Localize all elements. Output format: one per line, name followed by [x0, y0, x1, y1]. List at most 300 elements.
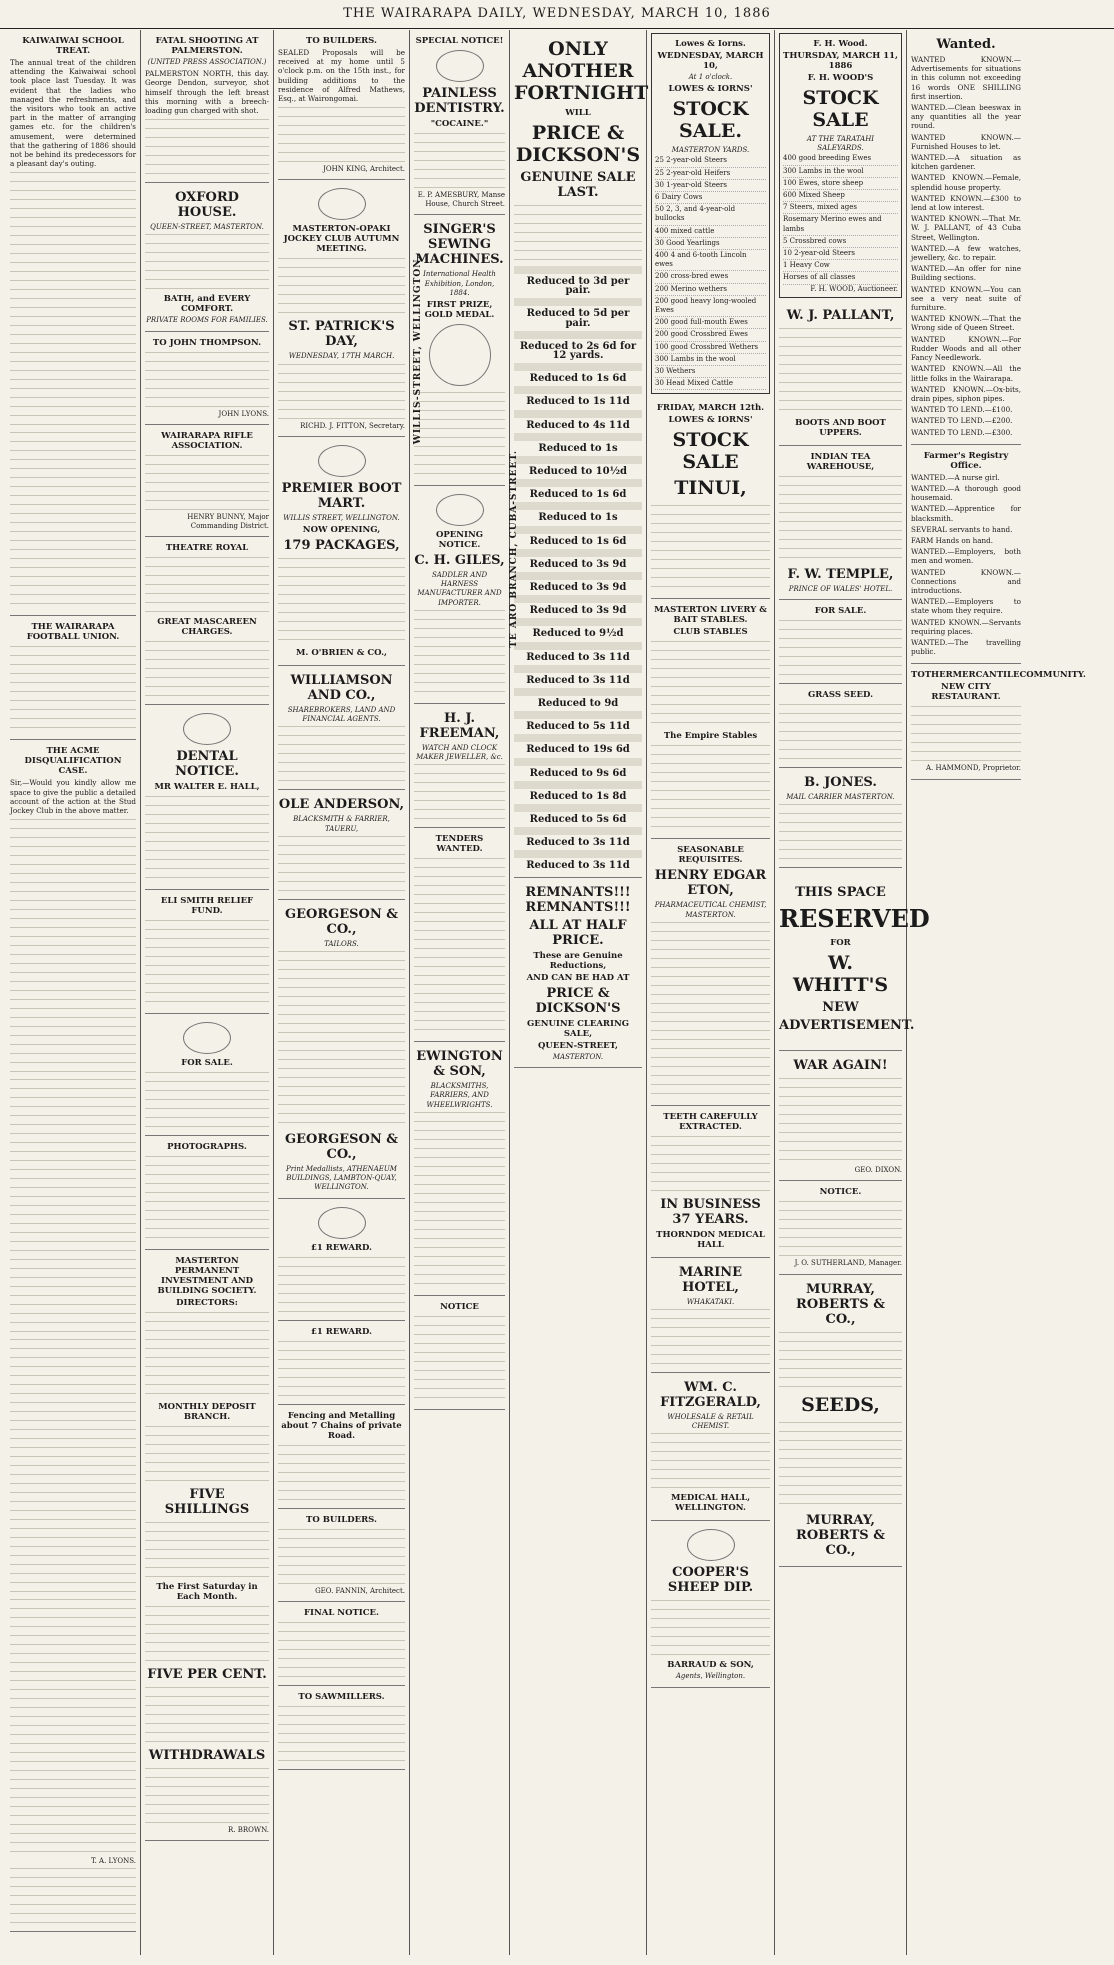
ad-heading: GRASS SEED.: [807, 690, 874, 701]
tooth-engraving-icon: [183, 713, 231, 745]
sheep-engraving-icon: [687, 1529, 735, 1561]
ad-giles-saddler: [414, 486, 505, 704]
ad-for-sale-rams: [145, 1014, 269, 1136]
ad-subtitle: WEDNESDAY, 17TH MARCH.: [288, 352, 395, 361]
ad-heading: The First Saturday in Each Month.: [156, 1582, 258, 1603]
item-description-line: [514, 781, 642, 789]
article-fatal-shooting: [145, 30, 269, 183]
article-text: Sir,—Would you kindly allow me space to give the public a detailed account of the action at the Stud Jockey Club in the above matter.: [10, 778, 136, 816]
ad-heading: ELI SMITH RELIEF FUND.: [160, 896, 254, 917]
ad-title: FIVE PER CENT.: [147, 1667, 267, 1683]
ad-jones-mail: [779, 768, 902, 868]
ad-livery-stables: [651, 599, 770, 839]
ad-heading: "COCAINE.": [430, 119, 489, 129]
ad-subtitle: WATCH AND CLOCK MAKER JEWELLER, &c.: [416, 743, 503, 762]
wanted-item: WANTED KNOWN.—Ox-bits, drain pipes, siphon pipes.: [911, 384, 1021, 403]
stock-item: 400 4 and 6-tooth Lincoln ewes: [655, 250, 766, 271]
ad-body-lines: [145, 350, 269, 410]
horse-engraving-icon: [318, 1207, 366, 1239]
ad-body-lines: [145, 1685, 269, 1745]
ad-heading: INDIAN TEA WAREHOUSE,: [806, 451, 875, 472]
ad-body-lines: [514, 203, 642, 263]
registry-item: WANTED.—Employers, both men and women.: [911, 547, 1021, 566]
boot-engraving-icon: [318, 445, 366, 477]
ad-title: WM. C. FITZGERALD,: [660, 1380, 761, 1411]
item-description-line: [514, 502, 642, 510]
ad-title: IN BUSINESS 37 YEARS.: [660, 1196, 761, 1227]
ad-notice-manager: [779, 1181, 902, 1274]
stock-item: 100 good Crossbred Wethers: [655, 342, 766, 354]
ad-heading: FOR SALE.: [814, 606, 867, 617]
stock-item: 300 Lambs in the wool: [783, 166, 898, 178]
stock-item: 1 Heavy Cow: [783, 260, 898, 272]
stock-item: 6 Dairy Cows: [655, 192, 766, 204]
wanted-item: WANTED KNOWN.—That Mr. W. J. PALLANT, of 43 Cuba Street, Wellington.: [911, 214, 1021, 242]
ad-subtitle: SHAREBROKERS, LAND AND FINANCIAL AGENTS.: [287, 706, 396, 724]
article-body-lines: [10, 1866, 136, 1926]
ad-eton-chemist: [651, 839, 770, 1105]
column-5: [510, 30, 647, 1955]
ad-theatre-royal: [145, 537, 269, 705]
ad-subtitle: QUEEN-STREET, MASTERTON.: [150, 223, 264, 232]
wanted-item: WANTED KNOWN.—Advertisements for situations in this column not exceeding 16 words ONE SHILLING first insertion.: [911, 55, 1021, 101]
ad-heading: F. H. Wood.: [813, 39, 868, 49]
ad-heading: FOR: [830, 938, 851, 949]
ad-body-lines: [145, 1604, 269, 1664]
item-description-line: [514, 331, 642, 339]
wanted-item: WANTED KNOWN.—Furnished Houses to let.: [911, 132, 1021, 151]
ad-title: GEORGESON & CO.,: [284, 906, 398, 937]
stock-item: 200 good Crossbred Ewes: [655, 329, 766, 341]
ad-body-lines: [145, 232, 269, 292]
ad-heading: F. H. WOOD'S: [807, 73, 874, 83]
article-text: The annual treat of the children attending the Kaiwaiwai school took place last Tuesday. It was evident that the ladies who managed the refreshments, and the visitors who took an active part in the matter of arranging games etc. for the children's amusement, were determined that the gathering of 1886 should not be behind its predecessors for a pleasant day's outing.: [10, 58, 136, 169]
ad-body-lines: [278, 1443, 405, 1503]
ad-title: STOCK SALE.: [672, 98, 749, 143]
ad-title: NEW: [822, 1000, 859, 1016]
reduced-price: Reduced to 5s 6d: [529, 814, 627, 826]
item-description-line: [514, 827, 642, 835]
ad-body-lines: [414, 762, 505, 822]
article-text: PALMERSTON NORTH, this day. George Dendon, surveyor, shot himself through the left breast this morning with a breech-loading gun charged with shot.: [145, 69, 269, 116]
stock-item: 50 2, 3, and 4-year-old bullocks: [655, 204, 766, 225]
reduced-price: Reduced to 4s 11d: [526, 419, 630, 431]
ad-title: STOCK SALE: [802, 87, 879, 131]
ad-title: RESERVED: [779, 904, 930, 934]
ad-ewington: [414, 1042, 505, 1296]
column-3: [274, 30, 410, 1955]
item-description-line: [514, 572, 642, 580]
ad-title: ONLY ANOTHER FORTNIGHT: [514, 38, 649, 104]
ad-subtitle: MASTERTON YARDS.: [671, 146, 750, 155]
ad-wood-stock-sale: [779, 33, 902, 298]
ad-subtitle: WHAKATAKI.: [686, 1297, 735, 1306]
ad-title: PREMIER BOOT MART.: [281, 480, 402, 511]
ad-title: 179 PACKAGES,: [283, 538, 400, 554]
stock-list: [655, 155, 766, 390]
ad-signature: GEO. DIXON.: [854, 1166, 902, 1175]
horse-engraving-icon: [318, 188, 366, 220]
ad-heading: FINAL NOTICE.: [304, 1607, 379, 1618]
stock-item: 400 good breeding Ewes: [783, 153, 898, 165]
ad-signature: E. P. AMESBURY, Manse House, Church Street.: [417, 191, 505, 209]
ad-fencing-tender: [278, 1405, 405, 1509]
reduced-price: Reduced to 5d per pair.: [526, 308, 630, 329]
vertical-caption: WILLIS-STREET, WELLINGTON.: [413, 255, 423, 445]
ad-body-lines: [911, 704, 1021, 764]
ad-body-lines: [651, 1134, 770, 1194]
ad-heading: THURSDAY, MARCH 11, 1886: [783, 51, 899, 71]
reduced-price: Reduced to 9½d: [532, 628, 624, 640]
ad-title: ADVERTISEMENT.: [779, 1018, 915, 1034]
ad-title: W. WHITT'S: [792, 952, 889, 997]
ad-title: THIS SPACE: [795, 885, 886, 901]
article-school-treat: [10, 30, 136, 616]
ad-heading: The Empire Stables: [663, 731, 758, 742]
ad-title: ST. PATRICK'S DAY,: [288, 319, 395, 350]
stock-item: 300 Lambs in the wool: [655, 354, 766, 366]
registry-section: [911, 445, 1021, 665]
ad-signature: J. O. SUTHERLAND, Manager.: [794, 1259, 902, 1268]
ad-heading: TO JOHN THOMPSON.: [152, 337, 262, 348]
ad-body-lines: [779, 1330, 902, 1390]
column-4: [410, 30, 510, 1955]
ad-signature: JOHN KING, Architect.: [323, 165, 405, 174]
ad-body-lines: [651, 1307, 770, 1367]
item-description-line: [514, 804, 642, 812]
ad-heading: MASTERTON-OPAKI JOCKEY CLUB AUTUMN MEETING.: [283, 224, 400, 255]
ad-georgeson-tailors: [278, 900, 405, 1199]
ad-title: EWINGTON & SON,: [416, 1049, 503, 1080]
ad-title: MURRAY, ROBERTS & CO.,: [796, 1512, 885, 1558]
item-description-line: [514, 433, 642, 441]
stock-item: 400 mixed cattle: [655, 226, 766, 238]
article-heading: THE ACME DISQUALIFICATION CASE.: [24, 746, 122, 777]
article-acme-case: [10, 740, 136, 1932]
section-heading: Farmer's Registry Office.: [923, 450, 1009, 471]
ad-to-builders-2: [278, 1509, 405, 1602]
ad-title: GEORGESON & CO.,: [284, 1132, 398, 1163]
wanted-item: WANTED.—Clean beeswax in any quantities all the year round.: [911, 103, 1021, 131]
stock-list: [783, 153, 898, 284]
item-description-line: [514, 410, 642, 418]
ad-title: OLE ANDERSON,: [278, 797, 405, 813]
ad-body-lines: [779, 474, 902, 564]
registry-item: WANTED KNOWN.—Servants requiring places.: [911, 617, 1021, 636]
ad-heading: SPECIAL NOTICE!: [415, 36, 504, 46]
ad-heading: £1 REWARD.: [310, 1242, 373, 1253]
article-subheading: (UNITED PRESS ASSOCIATION.): [147, 58, 267, 66]
ad-heading: DIRECTORS:: [176, 1298, 238, 1309]
ad-title: SEEDS,: [801, 1393, 880, 1416]
ad-body-lines: [414, 856, 505, 1036]
reduced-price: Reduced to 3s 11d: [526, 651, 630, 663]
ad-reward-1: [278, 1199, 405, 1321]
ad-signature: R. BROWN.: [228, 1826, 269, 1835]
ad-title: OXFORD HOUSE.: [175, 190, 239, 221]
ad-subtitle: MASTERTON.: [552, 1052, 604, 1061]
ad-reward-2: [278, 1321, 405, 1405]
registry-item: SEVERAL servants to hand.: [911, 524, 1013, 534]
ad-oxford-house: [145, 183, 269, 331]
item-description-line: [514, 850, 642, 858]
ad-body-lines: [145, 1310, 269, 1400]
ad-body-lines: [779, 1420, 902, 1510]
ad-body-lines: [278, 1339, 405, 1399]
ad-heading: TO BUILDERS.: [306, 36, 377, 46]
saddle-engraving-icon: [436, 494, 484, 526]
ad-heading: GREAT MASCAREEN CHARGES.: [157, 617, 257, 638]
article-heading: THE WAIRARAPA FOOTBALL UNION.: [26, 622, 120, 643]
ad-heading: GENUINE CLEARING SALE,: [527, 1018, 629, 1039]
stock-item: 5 Crossbred cows: [783, 236, 898, 248]
ad-heading: OPENING NOTICE.: [435, 530, 484, 551]
ad-title: PAINLESS DENTISTRY.: [414, 86, 505, 116]
ad-fitzgerald-chemist: [651, 1373, 770, 1521]
stock-item: 30 Head Mixed Cattle: [655, 378, 766, 390]
article-football-union: [10, 616, 136, 740]
item-description-line: [514, 386, 642, 394]
reduced-price: Reduced to 3s 11d: [526, 860, 630, 872]
wanted-item: WANTED.—A situation as kitchen gardener.: [911, 153, 1021, 172]
ad-signature: RICHD. J. FITTON, Secretary.: [300, 421, 405, 430]
ad-title: TINUI,: [674, 477, 747, 500]
ad-heading: BOOTS AND BOOT UPPERS.: [795, 417, 886, 438]
reduced-price: Reduced to 3s 9d: [529, 558, 627, 570]
ad-body-lines: [145, 1424, 269, 1484]
wanted-item: WANTED KNOWN.—That the Wrong side of Queen Street.: [911, 314, 1021, 333]
article-body-lines: [10, 170, 136, 430]
ad-body-lines: [278, 834, 405, 894]
ad-body-lines: [278, 1620, 405, 1680]
vertical-caption: TE ARO BRANCH, CUBA-STREET.: [509, 450, 519, 648]
ad-heading: Lowes & Iorns.: [675, 39, 746, 49]
ad-title: PRICE & DICKSON'S: [515, 122, 641, 166]
ad-subtitle: TAILORS.: [324, 939, 359, 948]
ad-subtitle: International Health Exhibition, London, 1884.: [423, 270, 496, 297]
ad-heading: LOWES & IORNS': [668, 84, 753, 95]
registry-item: WANTED.—A thorough good housemaid.: [911, 483, 1021, 503]
ad-body-lines: [779, 1199, 902, 1259]
stock-item: 200 good heavy long-wooled Ewes: [655, 296, 766, 317]
wanted-item: WANTED KNOWN.—You can see a very neat suite of furniture.: [911, 284, 1021, 313]
item-description-line: [514, 618, 642, 626]
ad-body-lines: [145, 918, 269, 1008]
item-description-line: [514, 549, 642, 557]
ad-subtitle: WHOLESALE & RETAIL CHEMIST.: [667, 1413, 754, 1431]
ad-lowes-iorns-masterton: [651, 33, 770, 394]
registry-item: WANTED.—The travelling public.: [911, 637, 1021, 657]
ad-body-lines: [145, 453, 269, 513]
ad-building-society: [145, 1250, 269, 1841]
stock-item: 25 2-year-old Steers: [655, 155, 766, 167]
ad-heading: WEDNESDAY, MARCH 10,: [657, 51, 764, 71]
wanted-item: WANTED TO LEND.—£100.: [911, 405, 1013, 415]
stock-item: 30 Wethers: [655, 366, 766, 378]
ad-title: COOPER'S SHEEP DIP.: [667, 1565, 754, 1596]
ad-thorndon-medical: [651, 1106, 770, 1258]
ad-heading: QUEEN-STREET,: [538, 1040, 618, 1051]
ad-grass-seed: [779, 684, 902, 768]
ad-body-lines: [278, 1255, 405, 1315]
ad-body-lines: [278, 1704, 405, 1764]
ad-title: MARINE HOTEL,: [678, 1264, 743, 1295]
ad-heading: CLUB STABLES: [673, 627, 748, 638]
ad-for-sale: [779, 600, 902, 684]
ad-heading: M. O'BRIEN & CO.,: [296, 648, 387, 659]
item-description-line: [514, 363, 642, 371]
ad-title: SINGER'S SEWING MACHINES.: [415, 222, 504, 268]
ad-heading: MEDICAL HALL, WELLINGTON.: [670, 1493, 751, 1514]
section-title: Wanted.: [936, 37, 996, 52]
ad-body-lines: [651, 1598, 770, 1658]
ad-title: WITHDRAWALS: [148, 1748, 266, 1764]
article-body-lines: [10, 817, 136, 1077]
ad-body-lines: [651, 1431, 770, 1491]
ad-title: PRICE & DICKSON'S: [535, 985, 621, 1016]
ad-body-lines: [779, 702, 902, 762]
article-signature: T. A. LYONS.: [90, 1857, 136, 1866]
ad-body-lines: [651, 920, 770, 1100]
item-description-line: [514, 688, 642, 696]
article-body-lines: [10, 1597, 136, 1857]
ad-signature: JOHN LYONS.: [218, 409, 269, 418]
ad-body-lines: [414, 1110, 505, 1290]
reduced-price: Reduced to 1s 11d: [526, 396, 630, 408]
reduced-price: Reduced to 1s 6d: [529, 373, 627, 385]
reduced-price: Reduced to 1s 6d: [529, 535, 627, 547]
ad-body-lines: [145, 1766, 269, 1826]
wanted-item: WANTED TO LEND.—£200.: [911, 416, 1013, 426]
item-description-line: [514, 266, 642, 274]
ad-body-lines: [278, 724, 405, 784]
wanted-item: WANTED KNOWN.—Female, splendid house property.: [911, 173, 1021, 192]
ad-body-lines: [779, 326, 902, 416]
stock-item: 7 Steers, mixed ages: [783, 202, 898, 214]
ad-title: STOCK SALE: [672, 429, 749, 474]
stock-item: Rosemary Merino ewes and lambs: [783, 214, 898, 235]
stock-item: 200 cross-bred ewes: [655, 271, 766, 283]
ad-title: ALL AT HALF PRICE.: [529, 917, 627, 948]
ad-heading: THORNDON MEDICAL HALL: [656, 1229, 765, 1250]
ad-painless-dentistry: [414, 30, 505, 215]
stock-item: 10 2-year-old Steers: [783, 248, 898, 260]
ad-heading: BARRAUD & SON,: [667, 1660, 754, 1671]
ad-subtitle: PRIVATE ROOMS FOR FAMILIES.: [146, 316, 268, 325]
item-description-line: [514, 758, 642, 766]
ad-marine-hotel: [651, 1258, 770, 1373]
ad-body-lines: [414, 1314, 505, 1404]
ad-heading: SEASONABLE REQUISITES.: [677, 845, 744, 866]
wanted-section: [911, 30, 1021, 445]
newspaper-page: [6, 30, 1108, 1955]
wanted-item: WANTED.—An offer for nine Building sections.: [911, 264, 1021, 283]
registry-list: [911, 473, 1021, 657]
reduced-price: Reduced to 2s 6d for 12 yards.: [519, 340, 637, 362]
article-body-lines: [10, 430, 136, 610]
ad-heading: LOWES & IORNS': [668, 415, 753, 426]
ad-title: WAR AGAIN!: [793, 1058, 888, 1074]
registry-item: WANTED.—Employers to state whom they require.: [911, 597, 1021, 616]
stock-item: 25 2-year-old Heifers: [655, 168, 766, 180]
ad-jockey-club: [278, 180, 405, 436]
ad-text: SEALED Proposals will be received at my home until 5 o'clock p.m. on the 15th inst., for building additions to the residence of Alfred Mathews, Esq., at Wairongomai.: [278, 48, 405, 104]
ad-body-lines: [414, 608, 505, 698]
stock-item: 200 Merino wethers: [655, 284, 766, 296]
tooth-engraving-icon: [436, 50, 484, 82]
ad-title: WILLIAMSON AND CO.,: [290, 673, 393, 704]
article-body-lines: [145, 117, 269, 177]
reduced-price: Reduced to 9s 6d: [529, 767, 627, 779]
ad-heading: PHOTOGRAPHS.: [167, 1142, 247, 1153]
ad-heading: NOW OPENING,: [302, 525, 381, 536]
registry-item: WANTED KNOWN.—Connections and introductions.: [911, 567, 1021, 595]
ad-sawmillers: [278, 1686, 405, 1770]
ad-heading: TEETH CAREFULLY EXTRACTED.: [663, 1111, 758, 1132]
ad-williamson: [278, 666, 405, 790]
ad-body-lines: [651, 639, 770, 729]
ad-war-again: [779, 1051, 902, 1181]
column-8: [907, 30, 1086, 1955]
ad-body-lines: [145, 1520, 269, 1580]
article-body-lines: [10, 644, 136, 734]
ad-photographs: [145, 1136, 269, 1250]
stock-item: Horses of all classes: [783, 272, 898, 284]
ad-heading: FOR SALE.: [181, 1058, 233, 1069]
item-description-line: [514, 298, 642, 306]
ad-rifle-association: [145, 425, 269, 537]
ad-to-builders: [278, 30, 405, 180]
ram-engraving-icon: [183, 1022, 231, 1054]
ad-body-lines: [145, 1070, 269, 1130]
ad-subtitle: BLACKSMITHS, FARRIERS, AND WHEELWRIGHTS.: [426, 1082, 493, 1109]
ad-signature: F. H. WOOD, Auctioneer.: [810, 284, 898, 293]
ad-body-lines: [779, 1076, 902, 1166]
ad-signature: GEO. FANNIN, Architect.: [315, 1586, 405, 1595]
ad-body-lines: [651, 503, 770, 593]
ad-john-thompson: [145, 332, 269, 425]
ad-murray-roberts: [779, 1275, 902, 1567]
item-description-line: [514, 595, 642, 603]
ad-heading: £1 REWARD.: [310, 1326, 373, 1337]
item-description-line: [514, 665, 642, 673]
registry-item: WANTED.—A nurse girl.: [911, 472, 1000, 482]
ad-body-lines: [145, 1154, 269, 1244]
ad-heading: FRIDAY, MARCH 12th.: [656, 403, 765, 414]
reduced-price: Reduced to 3s 11d: [526, 674, 630, 686]
ad-heading: FIRST PRIZE, GOLD MEDAL.: [424, 300, 495, 321]
reduced-price: Reduced to 5s 11d: [526, 721, 630, 733]
item-description-line: [514, 479, 642, 487]
singer-logo-icon: [429, 324, 491, 386]
ad-heading: TO SAWMILLERS.: [298, 1691, 385, 1702]
ad-subtitle: PHARMACEUTICAL CHEMIST, MASTERTON.: [654, 901, 767, 919]
ad-subtitle: BLACKSMITH & FARRIER, TAUERU,: [293, 815, 390, 833]
reduced-price: Reduced to 1s 8d: [529, 790, 627, 802]
ad-body-lines: [278, 556, 405, 646]
ad-body-lines: [278, 362, 405, 422]
ad-subtitle: AT THE TARATAHI SALEYARDS.: [806, 135, 875, 153]
ad-heading: AND CAN BE HAD AT: [526, 972, 630, 983]
article-heading: FATAL SHOOTING AT PALMERSTON.: [155, 36, 259, 56]
masthead: THE WAIRARAPA DAILY, WEDNESDAY, MARCH 10, 1886: [0, 0, 1114, 29]
ad-relief-fund: [145, 890, 269, 1014]
ad-heading: NEW CITY RESTAURANT.: [931, 682, 1001, 703]
ad-subtitle: At 1 o'clock.: [688, 73, 733, 81]
ad-body-lines: [651, 743, 770, 833]
ad-heading: WAIRARAPA RIFLE ASSOCIATION.: [161, 430, 253, 451]
ad-heading: TENDERS WANTED.: [435, 834, 484, 855]
